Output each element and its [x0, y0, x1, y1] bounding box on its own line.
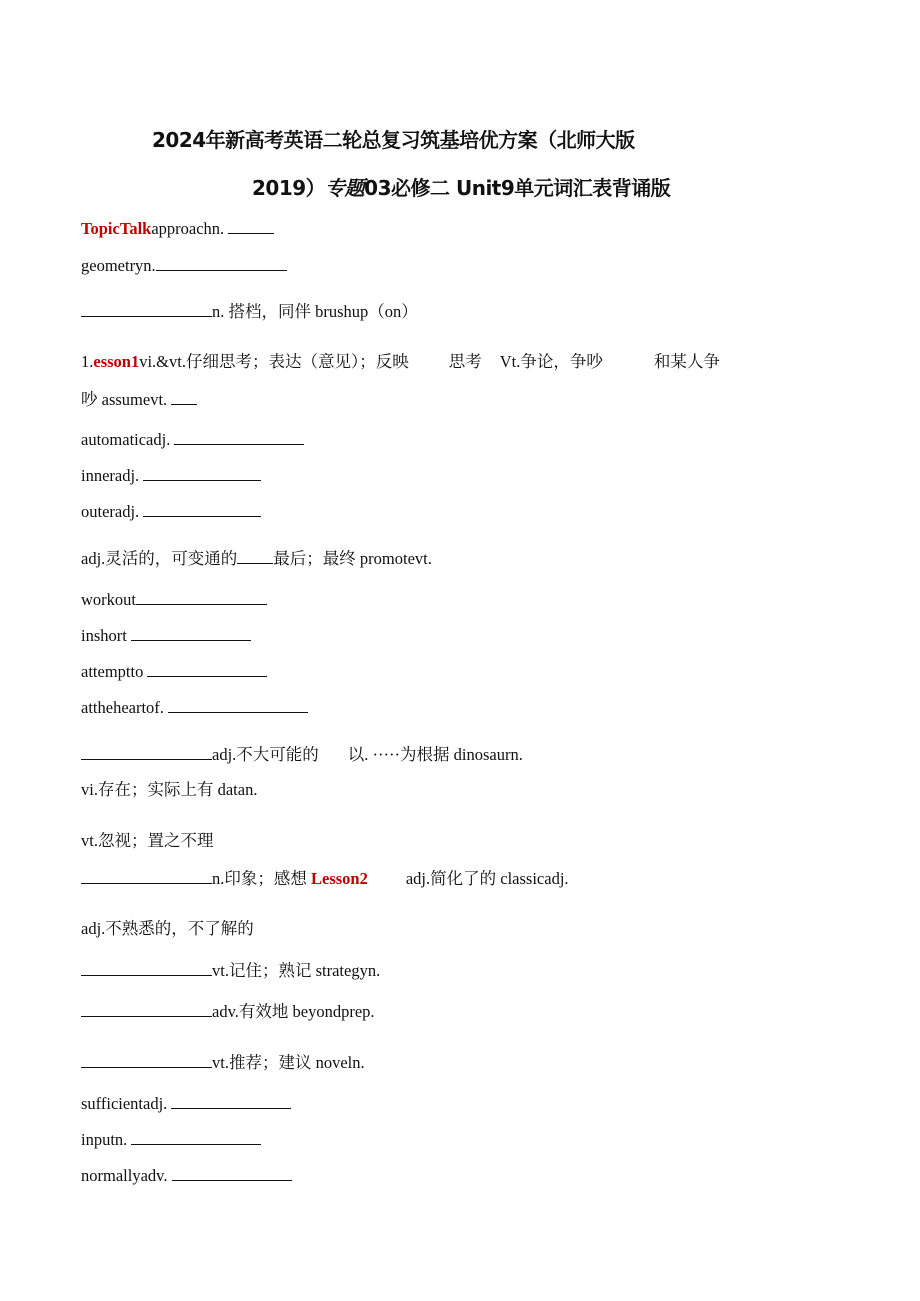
vocab-text: adj.简化了的 classicadj. — [405, 869, 569, 888]
title-text-2c: 03必修二 Unit9单元词汇表背诵版 — [364, 176, 671, 200]
answer-blank[interactable] — [168, 697, 308, 713]
answer-blank[interactable] — [81, 301, 212, 317]
vocab-line-6 — [81, 429, 304, 450]
answer-blank[interactable] — [143, 465, 261, 481]
vocab-line-3 — [81, 301, 418, 322]
vocab-text: vi.&vt.仔细思考；表达（意见）；反映 — [139, 352, 409, 371]
answer-blank[interactable] — [172, 1165, 292, 1181]
vocab-text: approachn. — [151, 219, 229, 238]
answer-blank[interactable] — [131, 625, 251, 641]
vocab-text: n.印象；感想 — [212, 869, 311, 888]
title-text-2a: 2019） — [252, 176, 326, 200]
vocab-text: adj.灵活的，可变通的 — [81, 549, 238, 568]
vocab-line-5 — [81, 389, 197, 410]
vocab-line-19 — [81, 960, 380, 981]
vocab-text: attemptto — [81, 662, 148, 681]
vocab-line-4 — [81, 352, 720, 372]
answer-blank[interactable] — [174, 429, 304, 445]
page-title-line-1 — [152, 124, 635, 153]
vocab-text: n. 搭档，同伴 brushup（on） — [212, 302, 418, 321]
title-text-1: 2024年新高考英语二轮总复习筑基培优方案（北师大版 — [152, 128, 635, 152]
answer-blank[interactable] — [136, 589, 267, 605]
vocab-text: Vt.争论，争吵 — [499, 352, 603, 371]
vocab-line-15 — [81, 780, 257, 800]
vocab-line-14 — [81, 744, 523, 765]
vocab-text: 最后；最终 promotevt. — [273, 549, 432, 568]
vocab-line-20 — [81, 1001, 375, 1022]
page-title-line-2 — [252, 172, 670, 201]
vocab-text: 以. ·····为根据 dinosaurn. — [347, 745, 523, 764]
vocab-text: normallyadv. — [81, 1166, 172, 1185]
vocab-text: automaticadj. — [81, 430, 175, 449]
vocab-line-9 — [81, 548, 432, 569]
vocab-line-8 — [81, 501, 261, 522]
vocab-line-2 — [81, 255, 287, 276]
answer-blank[interactable] — [81, 1001, 212, 1017]
vocab-text: vt.忽视；置之不理 — [81, 831, 214, 850]
vocab-line-11 — [81, 625, 251, 646]
vocab-text: adv.有效地 beyondprep. — [212, 1002, 375, 1021]
vocab-text: geometryn. — [81, 256, 156, 275]
vocab-line-24 — [81, 1165, 292, 1186]
vocab-text: sufficientadj. — [81, 1094, 172, 1113]
answer-blank[interactable] — [237, 548, 273, 564]
answer-blank[interactable] — [171, 389, 197, 405]
answer-blank[interactable] — [156, 255, 287, 271]
answer-blank[interactable] — [131, 1129, 261, 1145]
vocab-line-21 — [81, 1052, 365, 1073]
answer-blank[interactable] — [147, 661, 267, 677]
vocab-text: 1. — [81, 352, 94, 371]
vocab-line-16 — [81, 831, 213, 851]
vocab-text: outeradj. — [81, 502, 144, 521]
vocab-text: attheheartof. — [81, 698, 169, 717]
vocab-line-7 — [81, 465, 261, 486]
vocab-text: 和某人争 — [653, 352, 720, 371]
answer-blank[interactable] — [81, 1052, 212, 1068]
vocab-line-12 — [81, 661, 267, 682]
answer-blank[interactable] — [81, 744, 212, 760]
vocab-line-17 — [81, 868, 569, 889]
vocab-line-22 — [81, 1093, 291, 1114]
vocab-text: 思考 — [448, 352, 482, 371]
vocab-text: workout — [81, 590, 136, 609]
vocab-text: inputn. — [81, 1130, 132, 1149]
vocab-text: adj.不熟悉的，不了解的 — [81, 919, 254, 938]
vocab-line-18 — [81, 919, 254, 939]
section-heading-lesson2: Lesson2 — [311, 869, 368, 888]
vocab-text: 吵 assumevt. — [81, 390, 172, 409]
answer-blank[interactable] — [143, 501, 261, 517]
vocab-line-1 — [81, 218, 274, 239]
answer-blank[interactable] — [171, 1093, 291, 1109]
vocab-line-13 — [81, 697, 308, 718]
vocab-line-10 — [81, 589, 267, 610]
section-heading-topictalk: TopicTalk — [81, 219, 152, 238]
vocab-text: vt.推荐；建议 noveln. — [212, 1053, 365, 1072]
vocab-text: inshort — [81, 626, 131, 645]
vocab-text: vt.记住；熟记 strategyn. — [212, 961, 381, 980]
vocab-text: vi.存在；实际上有 datan. — [81, 780, 258, 799]
answer-blank[interactable] — [81, 960, 212, 976]
answer-blank[interactable] — [228, 218, 274, 234]
vocab-text: adj.不大可能的 — [212, 745, 319, 764]
answer-blank[interactable] — [81, 868, 212, 884]
vocab-text: inneradj. — [81, 466, 144, 485]
vocab-line-23 — [81, 1129, 261, 1150]
title-text-2b: 专题 — [325, 176, 365, 200]
section-heading-lesson1: esson1 — [93, 352, 140, 371]
